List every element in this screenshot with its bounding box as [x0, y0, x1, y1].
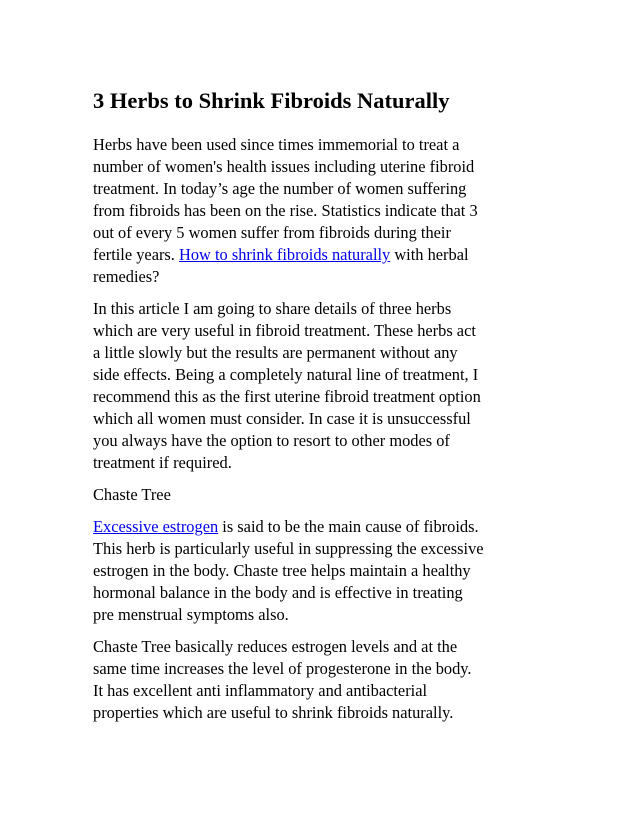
section-heading-text: Chaste Tree [93, 485, 171, 504]
text-line: you always have the option to resort to other modes of [93, 431, 450, 450]
article-intro-paragraph [93, 298, 553, 474]
text-line: a little slowly but the results are permanent without any [93, 343, 458, 362]
text-line: treatment if required. [93, 453, 232, 472]
text-line: number of women's health issues including uterine fibroid [93, 157, 475, 176]
text-line: pre menstrual symptoms also. [93, 605, 289, 624]
text-line: properties which are useful to shrink fibroids naturally. [93, 703, 454, 722]
text-line: side effects. Being a completely natural line of treatment, I [93, 365, 479, 384]
chaste-tree-paragraph-1 [93, 516, 553, 626]
text-line: estrogen in the body. Chaste tree helps maintain a healthy [93, 561, 471, 580]
text-line: treatment. In today’s age the number of women suffering [93, 179, 467, 198]
text-line: which are very useful in fibroid treatment. These herbs act [93, 321, 476, 340]
text-line: Herbs have been used since times immemorial to treat a [93, 135, 460, 154]
chaste-tree-paragraph-2 [93, 636, 553, 724]
intro-paragraph [93, 134, 553, 288]
text-line-with-link [93, 244, 553, 266]
article-title: 3 Herbs to Shrink Fibroids Naturally [93, 88, 450, 113]
text-fragment: with herbal [390, 245, 469, 264]
text-line: It has excellent anti inflammatory and antibacterial [93, 681, 428, 700]
text-line-with-link [93, 516, 553, 538]
text-line: hormonal balance in the body and is effective in treating [93, 583, 463, 602]
section-heading-chaste-tree [93, 484, 553, 506]
text-line: remedies? [93, 267, 160, 286]
text-line: recommend this as the first uterine fibroid treatment option [93, 387, 481, 406]
text-fragment: fertile years. [93, 245, 180, 264]
text-fragment: is said to be the main cause of fibroids. [218, 517, 479, 536]
text-line: In this article I am going to share details of three herbs [93, 299, 452, 318]
text-line: out of every 5 women suffer from fibroids during their [93, 223, 451, 242]
shrink-fibroids-link[interactable]: How to shrink fibroids naturally [179, 245, 391, 264]
document-page [93, 86, 553, 734]
text-line: which all women must consider. In case it is unsuccessful [93, 409, 471, 428]
text-line: This herb is particularly useful in suppressing the excessive [93, 539, 484, 558]
text-line: from fibroids has been on the rise. Statistics indicate that 3 [93, 201, 478, 220]
text-line: Chaste Tree basically reduces estrogen levels and at the [93, 637, 458, 656]
text-line: same time increases the level of progesterone in the body. [93, 659, 472, 678]
excessive-estrogen-link[interactable]: Excessive estrogen [93, 517, 219, 536]
